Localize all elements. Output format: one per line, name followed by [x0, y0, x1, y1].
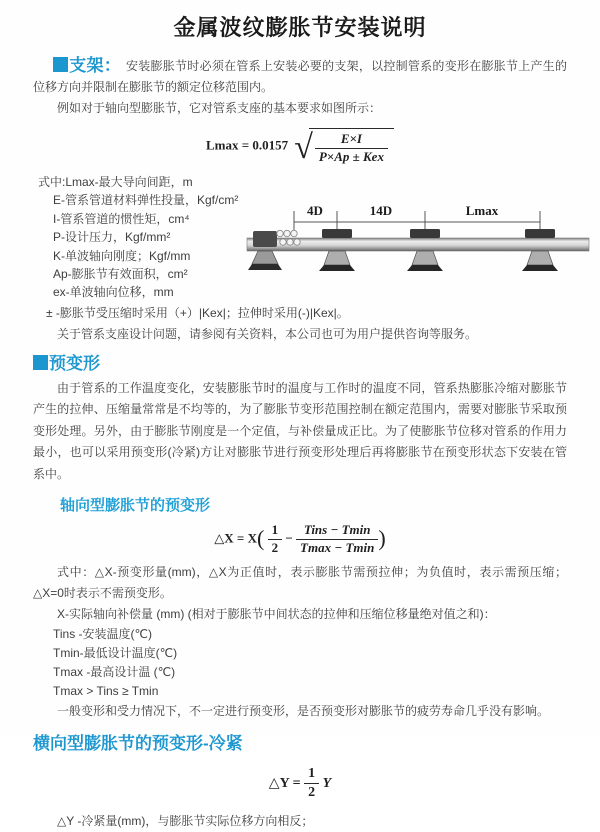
- formula-delta-y-lhs: △Y =: [268, 776, 301, 792]
- page-title: 金属波纹膨胀节安装说明: [173, 15, 427, 40]
- preform-section-heading: [33, 353, 567, 375]
- formula-lmax-denominator: P×Ap ± Kex: [318, 148, 384, 164]
- half-fraction: $\frac{1}{2}$: [304, 766, 319, 801]
- definition-line: K-单波轴向刚度；Kgf/mm: [53, 248, 191, 263]
- section-bullet-icon: [33, 355, 48, 370]
- definition-line: P-设计压力，Kgf/mm²: [53, 230, 171, 245]
- half-fraction: $\frac{1}{2}$: [268, 523, 283, 556]
- close-paren: ): [378, 525, 386, 551]
- temperature-fraction: $\frac{\text{Tins − Tmin}}{Tmax - Tmin}$: [296, 523, 378, 556]
- support-example-line: 例如对于轴向型膨胀节，它对管系支座的基本要求如图所示：: [57, 101, 382, 115]
- definition-line: I-管系管道的惯性矩，cm⁴: [53, 211, 190, 226]
- axial-note: 一般变形和受力情况下，不一定进行预变形，是否预变形对膨胀节的疲劳寿命几乎没有影响。: [57, 704, 550, 719]
- formula-delta-y-rhs: Y: [322, 776, 332, 792]
- temp-definition-line: Tmin-最低设计温度(℃): [53, 646, 178, 661]
- formula-delta-x-lhs: △X = X: [214, 530, 257, 546]
- plus-minus-note: ± -膨胀节受压缩时采用（+）|Kex|；拉伸时采用(-)|Kex|。: [46, 305, 349, 320]
- temp-inequality-line: Tmax > Tins ≥ Tmin: [53, 684, 159, 699]
- pipe-support-requirements-diagram: [247, 200, 595, 300]
- axial-subsection-heading: 轴向型膨胀节的预变形: [60, 497, 211, 515]
- definition-line: ex-单波轴向位移，mm: [53, 285, 174, 300]
- support-intro-text: 安装膨胀节时必须在管系上安装必要的支架，以控制管系的变形在膨胀节上产生的位移方向并限制在膨胀节的额定位移范围内。: [33, 59, 567, 94]
- formula-lmax-numerator: E×I: [315, 132, 388, 149]
- axial-explain: 式中：△X-预变形量(mm)，△X为正值时，表示膨胀节需预拉伸；为负值时，表示需预压缩；△X=0时表示不需预变形。: [33, 565, 567, 601]
- definitions-and-diagram: [0, 173, 600, 301]
- dim-label-14d: 14D: [369, 202, 393, 218]
- dim-label-4d: 4D: [307, 202, 323, 218]
- support-section-intro: [33, 55, 567, 98]
- section-bullet-icon: [53, 57, 68, 72]
- formula-lmax-lhs: Lmax = 0.0157: [206, 137, 289, 153]
- formula-delta-x: [0, 523, 600, 556]
- minus-sign: −: [285, 530, 293, 546]
- temp-definition-line: Tmax -最高设计温 (℃): [53, 665, 176, 680]
- lateral-subsection-heading: 横向型膨胀节的预变形-冷紧: [33, 734, 243, 754]
- formula-lmax: [0, 128, 600, 165]
- preform-body: 由于管系的工作温度变化，安装膨胀节时的温度与工作时的温度不同，管系热膨胀冷缩对膨胀节产生的拉伸、压缩量常常是不均等的，为了膨胀节变形范围控制在额定范围内，需要对膨胀节采取预变形处理。另外，由于膨胀节刚度是一个定值，与补偿量成正比。为了使膨胀节位移对管系的作用力最小，也可以采用预变形(冷紧)方让对膨胀节进行预变形处理后再将膨胀节在预变形状态下安装在管系中。: [33, 380, 567, 481]
- support-section-label: 支架：: [69, 56, 122, 75]
- dim-label-lmax: Lmax: [465, 202, 499, 218]
- definition-line: 式中:Lmax-最大导向间距，m: [38, 174, 193, 189]
- radical-sign: √ $\frac{E\times I}{\text{P×Ap ± Kex}}$: [294, 128, 394, 165]
- preform-section-label: 预变形: [49, 353, 100, 373]
- temp-definition-line: Tins -安装温度(℃): [53, 627, 153, 642]
- definition-line: E-管系管道材料弹性投量，Kgf/cm²: [53, 193, 239, 208]
- formula-delta-y: [0, 766, 600, 801]
- lateral-note: △Y -冷紧量(mm)，与膨胀节实际位移方向相反；: [57, 814, 314, 829]
- open-paren: (: [256, 525, 265, 551]
- support-closing-line: 关于管系支座设计问题，请参阅有关资料，本公司也可为用户提供咨询等服务。: [57, 326, 478, 341]
- axial-x-definition: X-实际轴向补偿量 (mm) (相对于膨胀节中间状态的拉伸和压缩位移量绝对值之和)：: [57, 607, 496, 622]
- definition-line: Ap-膨胀节有效面积，cm²: [53, 266, 188, 281]
